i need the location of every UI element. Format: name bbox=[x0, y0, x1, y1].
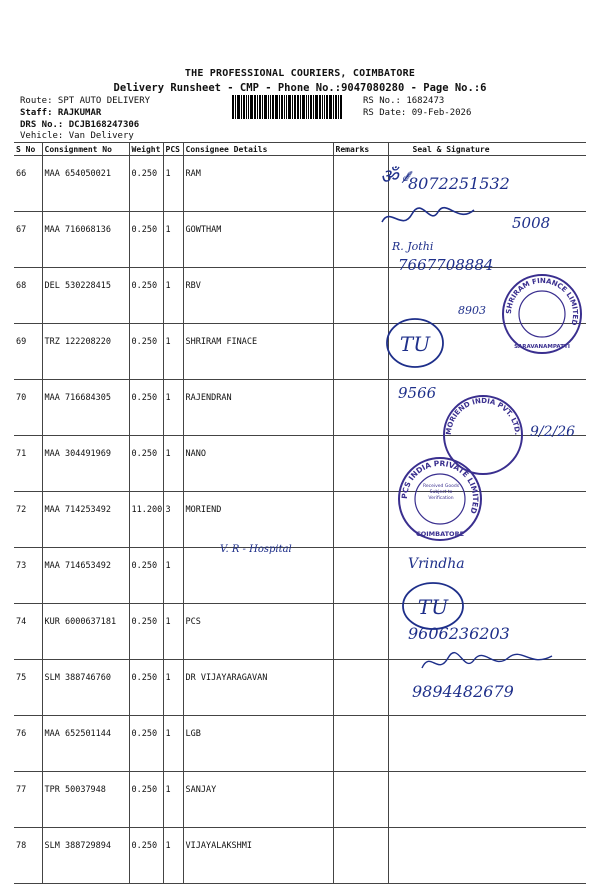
cell-consignment: SLM 388729894 bbox=[42, 828, 129, 884]
drs-info: DRS No.: DCJB168247306 bbox=[20, 120, 140, 130]
cell-consignment: MAA 714653492 bbox=[42, 548, 129, 604]
cell-consignee: RAM bbox=[183, 156, 333, 212]
handwritten-phone-68: 7667708884 bbox=[398, 256, 494, 274]
table-row bbox=[14, 828, 586, 884]
cell-consignment: TPR 50037948 bbox=[42, 772, 129, 828]
cell-weight: 0.250 bbox=[129, 548, 163, 604]
cell-sno: 67 bbox=[16, 225, 27, 235]
pcs-stamp-city: COIMBATORE bbox=[415, 530, 465, 538]
cell-pcs: 1 bbox=[163, 324, 183, 380]
col-remarks: Remarks bbox=[333, 143, 388, 156]
cell-pcs: 1 bbox=[163, 436, 183, 492]
vehicle-info: Vehicle: Van Delivery bbox=[20, 131, 134, 141]
cell-sno: 70 bbox=[16, 393, 27, 403]
cell-remarks bbox=[333, 324, 388, 380]
handwritten-note-75: V. R - Hospital bbox=[220, 544, 292, 555]
cell-consignee: NANO bbox=[183, 436, 333, 492]
cell-sno: 74 bbox=[16, 617, 27, 627]
cell-sno: 72 bbox=[16, 505, 27, 515]
cell-consignment: MAA 652501144 bbox=[42, 716, 129, 772]
tu-initial-circle-70 bbox=[384, 316, 446, 370]
cell-consignee: PCS bbox=[183, 604, 333, 660]
cell-consignment: SLM 388746760 bbox=[42, 660, 129, 716]
cell-pcs: 1 bbox=[163, 156, 183, 212]
cell-weight: 0.250 bbox=[129, 604, 163, 660]
cell-remarks bbox=[333, 604, 388, 660]
cell-consignee: RBV bbox=[183, 268, 333, 324]
barcode bbox=[232, 95, 358, 119]
cell-sno: 75 bbox=[16, 673, 27, 683]
cell-weight: 0.250 bbox=[129, 772, 163, 828]
cell-consignment: TRZ 122208220 bbox=[42, 324, 129, 380]
col-sno: S No bbox=[16, 144, 36, 154]
cell-pcs: 1 bbox=[163, 268, 183, 324]
handwritten-phone-69: 8903 bbox=[458, 304, 486, 317]
cell-pcs: 1 bbox=[163, 548, 183, 604]
handwritten-phone-66: 8072251532 bbox=[408, 174, 510, 193]
cell-weight: 0.250 bbox=[129, 828, 163, 884]
cell-weight: 0.250 bbox=[129, 212, 163, 268]
cell-consignee bbox=[183, 548, 333, 604]
cell-consignment: DEL 530228415 bbox=[42, 268, 129, 324]
shriram-stamp-place: SARAVANAMPATTI bbox=[514, 344, 570, 350]
col-seal-signature: Seal & Signature bbox=[388, 143, 586, 156]
shriram-seal-stamp bbox=[500, 272, 584, 356]
pcs-stamp-note: Received Goods Subject to Verification bbox=[422, 484, 460, 501]
handwritten-text-67: 5008 bbox=[512, 214, 551, 232]
cell-sno: 71 bbox=[16, 449, 27, 459]
staff-info: Staff: RAJKUMAR bbox=[20, 108, 102, 118]
cell-pcs: 1 bbox=[163, 604, 183, 660]
cell-weight: 0.250 bbox=[129, 436, 163, 492]
cell-consignee: SANJAY bbox=[183, 772, 333, 828]
cell-weight: 0.250 bbox=[129, 716, 163, 772]
cell-sno: 73 bbox=[16, 561, 27, 571]
cell-pcs: 1 bbox=[163, 772, 183, 828]
cell-pcs: 1 bbox=[163, 212, 183, 268]
company-title: THE PROFESSIONAL COURIERS, COIMBATORE bbox=[184, 68, 416, 79]
route-info: Route: SPT AUTO DELIVERY bbox=[20, 96, 151, 106]
cell-consignee: MORIEND bbox=[183, 492, 333, 548]
cell-consignee: SHRIRAM FINACE bbox=[183, 324, 333, 380]
cell-consignment: MAA 714253492 bbox=[42, 492, 129, 548]
cell-pcs: 3 bbox=[163, 492, 183, 548]
cell-consignment: MAA 304491969 bbox=[42, 436, 129, 492]
col-weight: Weight bbox=[129, 143, 163, 156]
signature-scribble-78 bbox=[418, 648, 558, 678]
handwritten-phone-78: 9894482679 bbox=[412, 682, 514, 701]
cell-remarks bbox=[333, 268, 388, 324]
signature-scribble-67 bbox=[378, 202, 478, 232]
rs-date: RS Date: 09-Feb-2026 bbox=[363, 108, 472, 118]
rs-number: RS No.: 1682473 bbox=[363, 96, 445, 106]
col-consignment: Consignment No bbox=[42, 143, 129, 156]
cell-remarks bbox=[333, 380, 388, 436]
cell-consignment: MAA 716068136 bbox=[42, 212, 129, 268]
cell-remarks bbox=[333, 660, 388, 716]
cell-remarks bbox=[333, 716, 388, 772]
cell-consignee: LGB bbox=[183, 716, 333, 772]
runsheet-table bbox=[14, 142, 586, 884]
cell-weight: 0.250 bbox=[129, 324, 163, 380]
cell-sno: 76 bbox=[16, 729, 27, 739]
cell-consignee: RAJENDRAN bbox=[183, 380, 333, 436]
cell-weight: 0.250 bbox=[129, 660, 163, 716]
shriram-stamp-text: SHRIRAM FINANCE LIMITED bbox=[504, 276, 580, 327]
cell-signature bbox=[388, 716, 586, 772]
cell-signature bbox=[388, 828, 586, 884]
cell-consignment: KUR 6000637181 bbox=[42, 604, 129, 660]
handwritten-sign-75: Vrindha bbox=[408, 556, 465, 572]
cell-remarks bbox=[333, 548, 388, 604]
cell-consignee: GOWTHAM bbox=[183, 212, 333, 268]
cell-pcs: 1 bbox=[163, 828, 183, 884]
table-row bbox=[14, 548, 586, 604]
cell-consignment: MAA 716684305 bbox=[42, 380, 129, 436]
handwritten-date-72: 9/2/26 bbox=[530, 424, 576, 440]
svg-text:MORIEND INDIA PVT. LTD. bbox=[445, 397, 521, 435]
col-pcs: PCS bbox=[163, 143, 183, 156]
cell-consignment: MAA 654050021 bbox=[42, 156, 129, 212]
cell-sno: 66 bbox=[16, 169, 27, 179]
table-row bbox=[14, 212, 586, 268]
cell-sno: 68 bbox=[16, 281, 27, 291]
cell-weight: 11.200 bbox=[129, 492, 163, 548]
cell-sno: 78 bbox=[16, 841, 27, 851]
pcs-stamp-text: PCS INDIA PRIVATE LIMITED bbox=[399, 458, 481, 515]
table-row bbox=[14, 492, 586, 548]
cell-pcs: 1 bbox=[163, 660, 183, 716]
runsheet-subtitle: Delivery Runsheet - CMP - Phone No.:9047080280 - Page No.:6 bbox=[113, 82, 487, 94]
cell-remarks bbox=[333, 828, 388, 884]
table-header-row bbox=[14, 143, 586, 156]
cell-remarks bbox=[333, 492, 388, 548]
svg-text:TU: TU bbox=[399, 332, 431, 356]
cell-pcs: 1 bbox=[163, 380, 183, 436]
cell-remarks bbox=[333, 436, 388, 492]
table-row bbox=[14, 716, 586, 772]
cell-weight: 0.250 bbox=[129, 380, 163, 436]
cell-weight: 0.250 bbox=[129, 156, 163, 212]
moriend-stamp-text: MORIEND INDIA PVT. LTD. bbox=[444, 396, 522, 436]
cell-consignee: VIJAYALAKSHMI bbox=[183, 828, 333, 884]
cell-sno: 77 bbox=[16, 785, 27, 795]
signature-scribble-66: ॐ⸙ bbox=[380, 164, 414, 188]
handwritten-phone-77: 9606236203 bbox=[408, 624, 510, 643]
col-consignee: Consignee Details bbox=[183, 143, 333, 156]
cell-sno: 69 bbox=[16, 337, 27, 347]
cell-pcs: 1 bbox=[163, 716, 183, 772]
handwritten-phone-71: 9566 bbox=[398, 384, 437, 402]
handwritten-name-68: R. Jothi bbox=[392, 240, 434, 253]
svg-text:TU: TU bbox=[417, 595, 449, 619]
cell-consignee: DR VIJAYARAGAVAN bbox=[183, 660, 333, 716]
cell-weight: 0.250 bbox=[129, 268, 163, 324]
